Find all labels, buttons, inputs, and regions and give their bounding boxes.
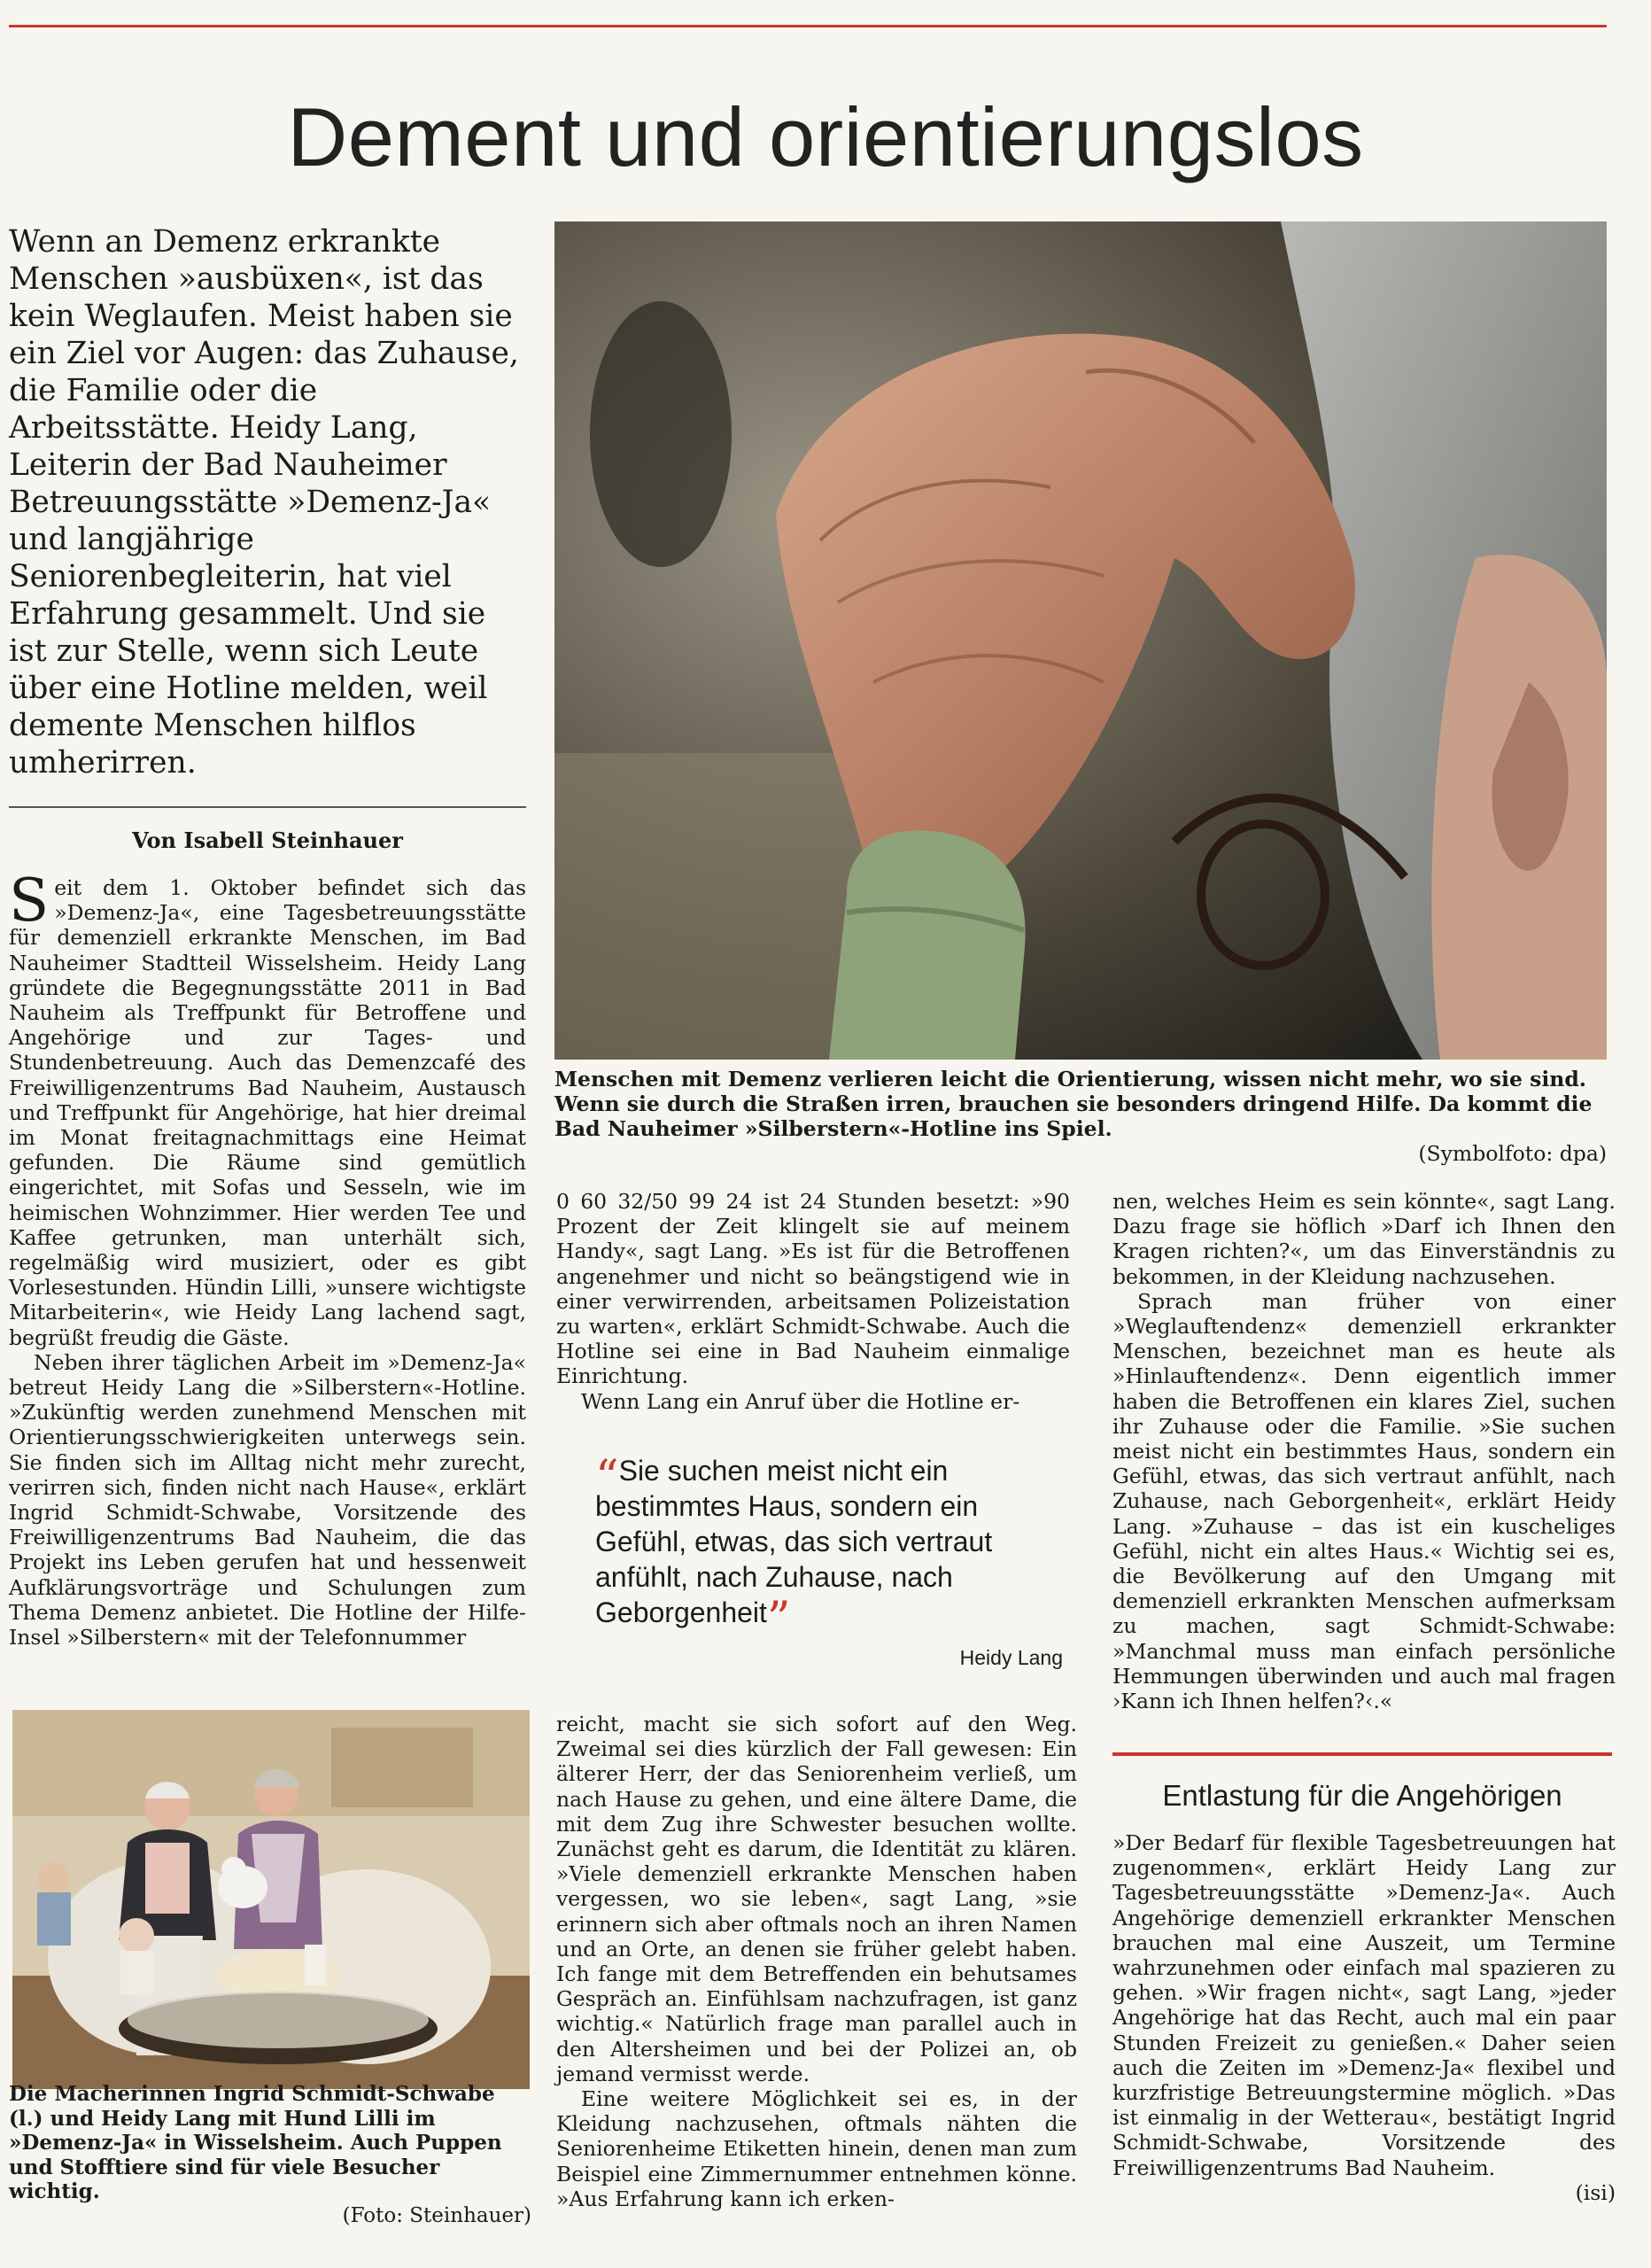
paragraph: Eine weitere Möglichkeit sei es, in der Kleidung nachzusehen, oftmals nähten die Seniorenheime Etiketten hinein, denen man zum Beispiel eine Zimmernummer entnehmen könne. »Aus Erfahrung kann ich erken-	[556, 2086, 1077, 2211]
info-box-title: Entlastung für die Angehörigen	[1162, 1779, 1562, 1812]
photo-credit: (Symbolfoto: dpa)	[1418, 1141, 1607, 1166]
article-column-1	[9, 866, 526, 1651]
intro-divider	[9, 806, 526, 808]
info-box-body	[1112, 1830, 1616, 2205]
main-photo-caption	[554, 1067, 1607, 1166]
pull-quote-author: Heidy Lang	[959, 1646, 1063, 1669]
caption-text: Menschen mit Demenz verlieren leicht die Orientierung, wissen nicht mehr, wo sie sind. Wenn sie durch die Straßen irren, brauchen sie besonders dringend Hilfe. Da kommt die Bad Nauheimer »Silberstern«-Hotline ins Spiel.	[554, 1067, 1593, 1141]
author-initials: (isi)	[1575, 2179, 1616, 2205]
pull-quote-text: Sie suchen meist nicht ein bestimmtes Haus, sondern ein Gefühl, etwas, das sich vertraut anfühlt, nach Zuhause, nach Geborgenheit	[595, 1455, 993, 1628]
byline: Von Isabell Steinhauer	[132, 827, 403, 853]
article-column-2	[556, 1189, 1070, 1414]
paragraph: reicht, macht sie sich sofort auf den Weg. Zweimal sei dies kürzlich der Fall gewesen: Ein älterer Herr, der das Seniorenheim verließ, um nach Hause zu gehen, und eine ältere Dame, die mit dem Zug ihre Schwester besuchen wollte. Zunächst geht es darum, die Identität zu klären. »Viele demenziell erkrankte Menschen haben vergessen, wo sie leben«, sagt Lang, »sie erinnern sich aber oftmals noch an ihren Namen und an Orte, an denen sie früher gelebt haben. Ich fange mit dem Betreffenden ein behutsames Gespräch an. Einfühlsam nachzufragen, ist ganz wichtig.« Natürlich frage man parallel auch in den Altersheimen und bei der Polizei an, ob jemand vermisst werde.	[556, 1712, 1077, 2086]
caption-text: Die Macherinnen Ingrid Schmidt-Schwabe (l.) und Heidy Lang mit Hund Lilli im »Demenz-Ja« in Wisselsheim. Auch Puppen und Stofftiere sind für viele Besucher wichtig.	[9, 2082, 502, 2203]
photo-credit: (Foto: Steinhauer)	[342, 2203, 531, 2227]
top-rule	[9, 25, 1607, 27]
close-quote-icon: ”	[766, 1593, 791, 1646]
paragraph: eit dem 1. Oktober befindet sich das »Demenz-Ja«, eine Tagesbetreuungsstätte für demenziell erkrankte Menschen, im Bad Nauheimer Stadtteil Wisselsheim. Heidy Lang gründete die Begegnungsstätte 2011 in Bad Nauheim als Treffpunkt für Betroffene und Angehörige und zur Tages- und Stundenbetreuung. Auch das Demenzcafé des Freiwilligenzentrums Bad Nauheim, Austausch und Treffpunkt für Angehörige, hat hier dreimal im Monat freitagnachmittags eine Heimat gefunden. Die Räume sind gemütlich eingerichtet, mit Sofas und Sesseln, wie im heimischen Wohnzimmer. Hier werden Tee und Kaffee getrunken, man unterhält sich, regelmäßig wird musiziert, oder es gibt Vorlesestunden. Hündin Lilli, »unsere wichtigste Mitarbeiterin«, wie Heidy Lang lachend sagt, begrüßt freudig die Gäste.	[9, 875, 526, 1350]
pull-quote	[595, 1451, 1056, 1646]
secondary-photo	[12, 1710, 530, 2089]
paragraph: Sprach man früher von einer »Weglauftendenz« demenziell erkrankter Menschen, bezeichnet man es heute als »Hinlauftendenz«. Denn eigentlich immer haben die Betroffenen ein klares Ziel, suchen ihr Zuhause oder die Familie. »Sie suchen meist nicht ein bestimmtes Haus, sondern ein Gefühl, etwas, das sich vertraut anfühlt, nach Zuhause, nach Geborgenheit«, erklärt Heidy Lang. »Zuhause – das ist ein kuscheliges Gefühl, nicht ein altes Haus.« Wichtig sei es, die Bevölkerung auf den Umgang mit demenziell erkrankten Menschen aufmerksam zu machen, sagt Schmidt-Schwabe: »Manchmal muss man einfach persönliche Hemmungen überwinden und auch mal fragen ›Kann ich Ihnen helfen?‹.«	[1112, 1288, 1616, 1714]
paragraph: Neben ihrer täglichen Arbeit im »Demenz-Ja« betreut Heidy Lang die »Silberstern«-Hotline. »Zukünftig werden zunehmend Menschen mit Orientierungsschwierigkeiten unterwegs sein. Sie finden sich im Alltag nicht mehr zurecht, verirren sich, finden nicht nach Hause«, erklärt Ingrid Schmidt-Schwabe, Vorsitzende des Freiwilligenzentrums Bad Nauheim, die das Projekt ins Leben gerufen hat und hessenweit Aufklärungsvorträge und Schulungen zum Thema Demenz anbietet. Die Hotline der Hilfe-Insel »Silberstern« mit der Telefonnummer	[9, 1349, 526, 1651]
article-column-2-continued	[556, 1712, 1077, 2211]
intro-teaser: Wenn an Demenz erkrankte Menschen »ausbüxen«, ist das kein Weglaufen. Meist haben sie ein Ziel vor Augen: das Zuhause, die Familie oder die Arbeitsstätte. Heidy Lang, Leiterin der Bad Nauheimer Betreuungsstätte »Demenz-Ja« und langjährige Seniorenbegleiterin, hat viel Erfahrung gesammelt. Und sie ist zur Stelle, wenn sich Leute über eine Hotline melden, weil demente Menschen hilflos umherirren.	[9, 224, 519, 781]
paragraph: Wenn Lang ein Anruf über die Hotline er-	[581, 1388, 1020, 1414]
paragraph: 0 60 32/50 99 24 ist 24 Stunden besetzt: »90 Prozent der Zeit klingelt sie auf meinem Handy«, sagt Lang. »Es ist für die Betroffenen angenehmer und nicht so beängstigend wie in einer verwirrenden, arbeitsamen Polizeistation zu warten«, erklärt Schmidt-Schwabe. Auch die Hotline sei eine in Bad Nauheim einmalige Einrichtung.	[556, 1189, 1070, 1389]
headline: Dement und orientierungslos	[287, 90, 1364, 183]
open-quote-icon: “	[595, 1451, 619, 1504]
info-box-rule	[1112, 1752, 1612, 1756]
drop-cap: S	[9, 866, 50, 935]
paragraph: nen, welches Heim es sein könnte«, sagt Lang. Dazu frage sie höflich »Darf ich Ihnen den Kragen richten?«, um das Einverständnis zu bekommen, in der Kleidung nachzusehen.	[1112, 1189, 1616, 1289]
article-column-3	[1112, 1189, 1616, 1713]
main-photo	[554, 221, 1607, 1060]
secondary-photo-caption	[9, 2082, 531, 2228]
paragraph: »Der Bedarf für flexible Tagesbetreuungen hat zugenommen«, erklärt Heidy Lang zur Tagesbetreuungsstätte »Demenz-Ja«. Auch Angehörige demenziell erkrankter Menschen brauchen mal eine Auszeit, um Termine wahrzunehmen oder einfach mal spazieren zu gehen. »Wir fragen nicht«, sagt Lang, »jeder Angehörige hat das Recht, auch mal ein paar Stunden Freizeit zu genießen.« Daher seien auch die Zeiten im »Demenz-Ja« flexibel und kurzfristige Betreuungstermine möglich. »Das ist einmalig in der Wetterau«, bestätigt Ingrid Schmidt-Schwabe, Vorsitzende des Freiwilligenzentrums Bad Nauheim.	[1112, 1830, 1616, 2180]
